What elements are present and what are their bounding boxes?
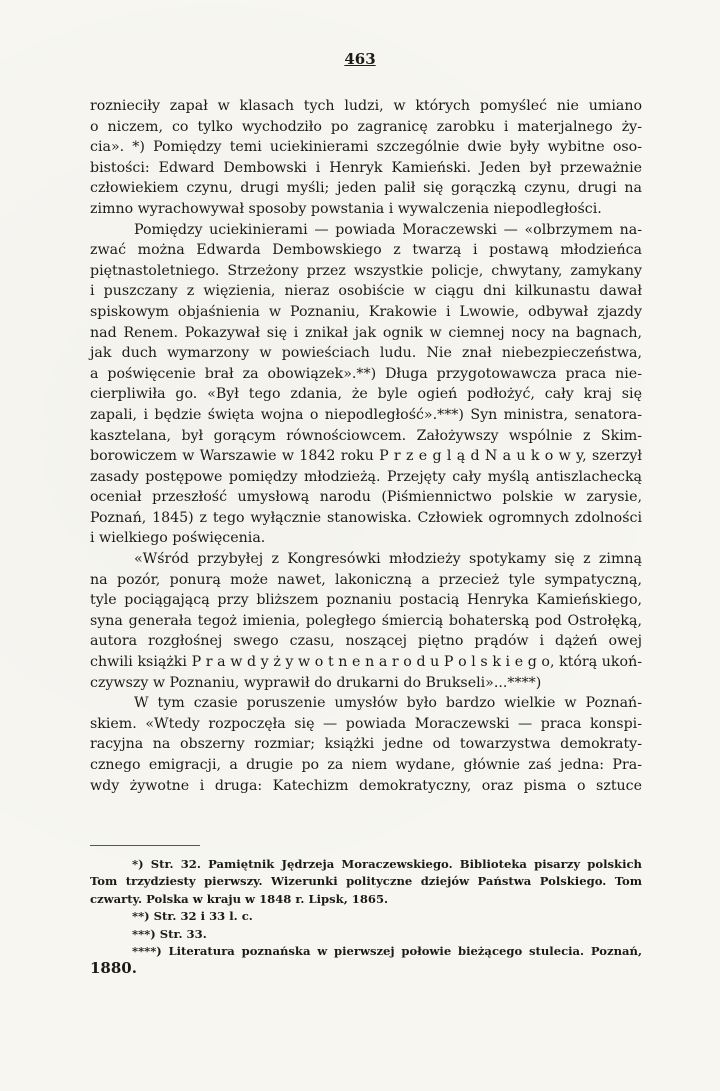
text-line: tyle pociągającą przy bliższem poznaniu postacią Henryka Kamieńskiego, [90,592,642,609]
footnote-line: 1880. [90,959,137,978]
body-text [90,96,642,796]
text-line: «Wśród przybyłej z Kongresówki młodzieży spotykamy się z zimną [134,551,642,568]
text-line: chwili książki P r a w d y ż y w o t n e n a r o d u P o l s k i e g o, którą ukoń- [90,654,642,671]
footnote-line: czwarty. Polska w kraju w 1848 r. Lipsk, 1865. [90,891,389,906]
text-line: i puszczany z więzienia, nieraz osobiście w ciągu dni kilkunastu dawał [90,283,642,300]
text-line: Poznań, 1845) z tego wyłącznie stanowiska. Człowiek ogromnych zdolności [90,509,642,526]
text-line: zwać można Edwarda Dembowskiego z twarzą i postawą młodzieńca [90,242,642,259]
text-line: oceniał przeszłość umysłową narodu (Piśmiennictwo polskie w zarysie, [90,489,642,506]
text-line: czywszy w Poznaniu, wyprawił do drukarni do Brukseli»...****) [90,674,542,691]
footnote-line: **) Str. 32 i 33 l. c. [132,909,253,924]
text-line: o niczem, co tylko wychodziło po zagranicę zarobku i materjalnego ży- [90,118,642,135]
text-line: piętnastoletniego. Strzeżony przez wszystkie policje, chwytany, zamykany [90,262,642,279]
text-line: nad Renem. Pokazywał się i znikał jak ognik w ciemnej nocy na bagnach, [90,324,642,341]
text-line: borowiczem w Warszawie w 1842 roku P r z e g l ą d N a u k o w y, szerzył [90,448,642,465]
text-line: cznego emigracji, a drugie po za niem wydane, głównie zaś jedna: Pra- [90,757,642,773]
text-line: zapali, i będzie święta wojna o niepodległość».***) Syn ministra, senatora- [90,406,642,423]
text-line: syna generała tegoż imienia, poległego śmiercią bohaterską pod Ostrołęką, [90,612,642,629]
text-line: skiem. «Wtedy rozpoczęła się — powiada Moraczewski — praca konspi- [90,715,642,732]
text-line: kasztelana, był gorącym równościowcem. Założywszy wspólnie z Skim- [90,427,642,444]
text-line: jak duch wymarzony w powieściach ludu. Nie znał niebezpieczeństwa, [90,345,642,362]
text-line: roznieciły zapał w klasach tych ludzi, w których pomyśleć nie umiano [90,98,642,114]
footnote-rule [90,845,200,846]
page-number: 463 [344,50,376,68]
footnote-line: Tom trzydziesty pierwszy. Wizerunki polityczne dziejów Państwa Polskiego. Tom [90,874,642,889]
text-line: zasady postępowe pomiędzy młodzieżą. Przejęty cały myślą antiszlachecką [90,468,642,485]
text-line: a poświęcenie brał za obowiązek».**) Długa przygotowawcza praca nie- [90,365,642,382]
footnote-line: *) Str. 32. Pamiętnik Jędrzeja Moraczewskiego. Biblioteka pisarzy polskich [132,857,642,871]
text-line: człowiekiem czynu, drugi myśli; jeden palił się gorączką czynu, drugi na [90,180,642,197]
text-line: spiskowym objaśnienia w Poznaniu, Krakowie i Lwowie, odbywał zjazdy [90,303,642,320]
text-line: wdy żywotne i druga: Katechizm demokratyczny, oraz pisma o sztuce [90,777,642,794]
footnote-line: ***) Str. 33. [132,926,207,941]
text-line: Pomiędzy uciekinierami — powiada Moraczewski — «olbrzymem na- [134,221,642,238]
text-line: bistości: Edward Dembowski i Henryk Kamieński. Jeden był przeważnie [90,159,642,176]
text-line: W tym czasie poruszenie umysłów było bardzo wielkie w Poznań- [134,695,642,712]
text-line: racyjna na obszerny rozmiar; książki jedne od towarzystwa demokraty- [90,736,642,753]
text-line: i wielkiego poświęcenia. [90,530,266,547]
text-line: autora rozgłośnej swego czasu, noszącej piętno prądów i dążeń owej [90,633,642,650]
footnote-line: ****) Literatura poznańska w pierwszej połowie bieżącego stulecia. Poznań, [132,944,642,959]
text-line: cierpliwiła go. «Był tego zdania, że byle ogień podłożyć, cały kraj się [90,386,642,403]
footnotes [90,856,642,978]
text-line: zimno wyrachowywał sposoby powstania i wywalczenia niepodległości. [90,200,602,217]
text-line: na pozór, ponurą może nawet, lakoniczną a przecież tyle sympatyczną, [90,571,642,588]
text-line: cia». *) Pomiędzy temi uciekinierami szczególnie dwie były wybitne oso- [90,139,642,156]
